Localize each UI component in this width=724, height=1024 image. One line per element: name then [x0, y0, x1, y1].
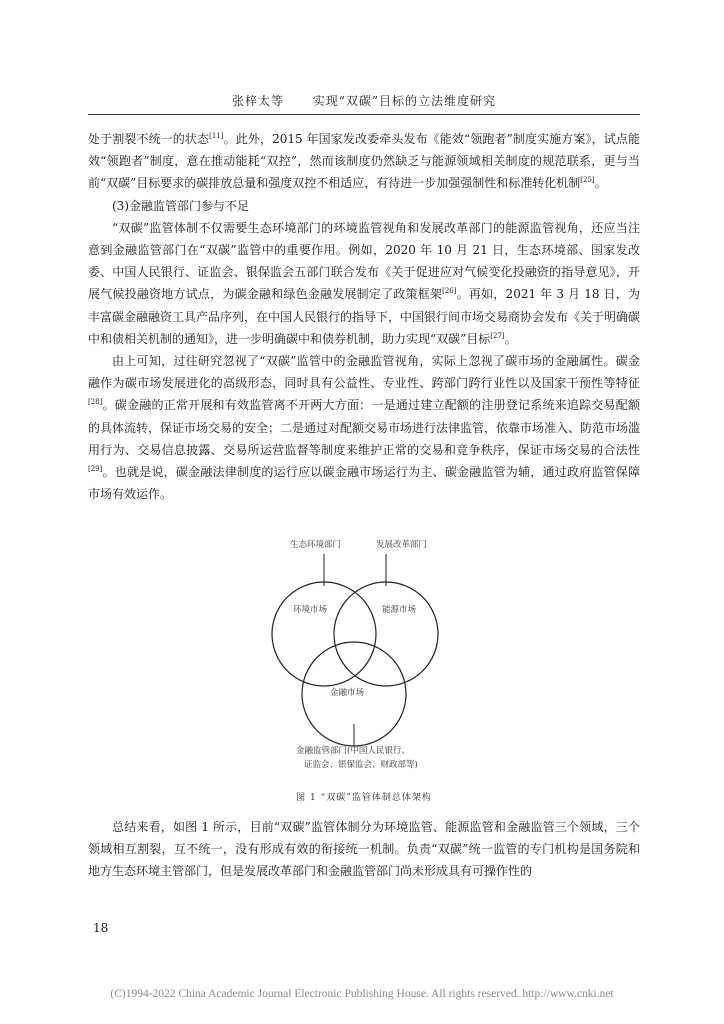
paragraph-text: 。碳金融的正常开展和有效监管离不开两大方面：一是通过建立配额的注册登记系统来追踪交易配额的具体流转，保证市场交易的安全；二是通过对配额交易市场进行法律监管，依靠市场准入、防范市场滥用行为、交易信息披露、交易所运营监督等制度来维护正常的交易和竞争秩序，保证市场交易的合法性 — [88, 398, 641, 457]
paragraph — [88, 217, 640, 350]
header-title: 实现“双碳”目标的立法维度研究 — [312, 94, 497, 108]
paragraph-text: “双碳”监管体制不仅需要生态环境部门的环境监管视角和发展改革部门的能源监管视角，还应当注意到金融监管部门在“双碳”监管中的重要作用。例如，2020 年 10 月 21 日，生态环境部、国家发改委、中国人民银行、证监会、银保监会五部门联合发布《关于促进应对气候变化投融资的指导意见》，开展气候投融资地方试点，为碳金融和绿色金融发展制定了政策框架 — [88, 220, 640, 302]
subheading: (3)金融监管部门参与不足 — [112, 198, 249, 213]
label-env-market: 环境市场 — [293, 605, 328, 615]
citation[interactable]: [28] — [88, 398, 103, 407]
paragraph-continued — [88, 128, 640, 195]
label-fin-dept-line2: 证监会、银保监会、财政部等) — [304, 760, 418, 770]
page-number: 18 — [93, 921, 109, 935]
figure-caption: 图 1 “双碳”监管体制总体架构 — [296, 793, 432, 803]
header-rule — [88, 114, 640, 115]
citation[interactable]: [25] — [580, 176, 595, 185]
paragraph-text: 由上可知，过往研究忽视了“双碳”监管中的金融监管视角，实际上忽视了碳市场的金融属性。碳金融作为碳市场发展进化的高级形态，同时具有公益性、专业性、跨部门跨行业性以及国家干预性等特征 — [88, 354, 640, 391]
label-finance-market: 金融市场 — [330, 688, 365, 698]
label-env-dept: 生态环境部门 — [290, 540, 342, 550]
figure-venn-diagram — [232, 534, 482, 814]
circle-env-market — [272, 582, 376, 686]
copyright-footer: (C)1994-2022 China Academic Journal Electronic Publishing House. All rights reserved. http://www.cnki.net — [110, 988, 614, 1000]
paragraph-text: 。 — [504, 331, 517, 346]
citation[interactable]: [29] — [88, 465, 103, 474]
running-header — [90, 92, 638, 109]
venn-diagram — [232, 534, 482, 814]
citation[interactable]: [26] — [442, 287, 457, 296]
paragraph: 总结来看，如图 1 所示，目前“双碳”监管体制分为环境监管、能源监管和金融监管三个领域，三个领域相互割裂，互不统一，没有形成有效的衔接统一机制。负责“双碳”统一监管的专门机构是国务院和地方生态环境主管部门，但是发展改革部门和金融监管部门尚未形成具有可操作性的 — [88, 820, 640, 879]
label-fin-dept-line1: 金融监管部门(中国人民银行、 — [296, 746, 410, 756]
paragraph-text: 。此外，2015 年国家发改委牵头发布《能效“领跑者”制度实施方案》，试点能效“领跑者”制度，意在推动能耗“双控”，然而该制度仍然缺乏与能源领域相关制度的规范联系，更与当前“双碳”目标要求的碳排放总量和强度双控不相适应，有待进一步加强强制性和标准转化机制 — [88, 132, 640, 191]
paragraph-text: 。再如，2021 年 3 月 18 日，为丰富碳金融融资工具产品序列，在中国人民银行的指导下，中国银行间市场交易商协会发布《关于明确碳中和债相关机制的通知》，进一步明确碳中和债券机制，助力实现“双碳”目标 — [88, 287, 641, 346]
header-authors: 张梓太等 — [231, 94, 284, 108]
body-text-bottom — [88, 816, 640, 883]
label-dev-dept: 发展改革部门 — [376, 540, 428, 550]
citation[interactable]: [27] — [490, 331, 505, 340]
paragraph-text: 处于割裂不统一的状态 — [88, 132, 210, 146]
label-energy-market: 能源市场 — [382, 605, 417, 615]
body-text-top — [88, 128, 640, 505]
circle-energy-market — [334, 582, 438, 686]
paragraph-text: 。 — [594, 176, 607, 191]
citation[interactable]: [11] — [209, 132, 224, 140]
paragraph-text: 。也就是说，碳金融法律制度的运行应以碳金融市场运行为主、碳金融监管为辅，通过政府监管保障市场有效运作。 — [88, 465, 640, 502]
paragraph — [88, 350, 640, 505]
